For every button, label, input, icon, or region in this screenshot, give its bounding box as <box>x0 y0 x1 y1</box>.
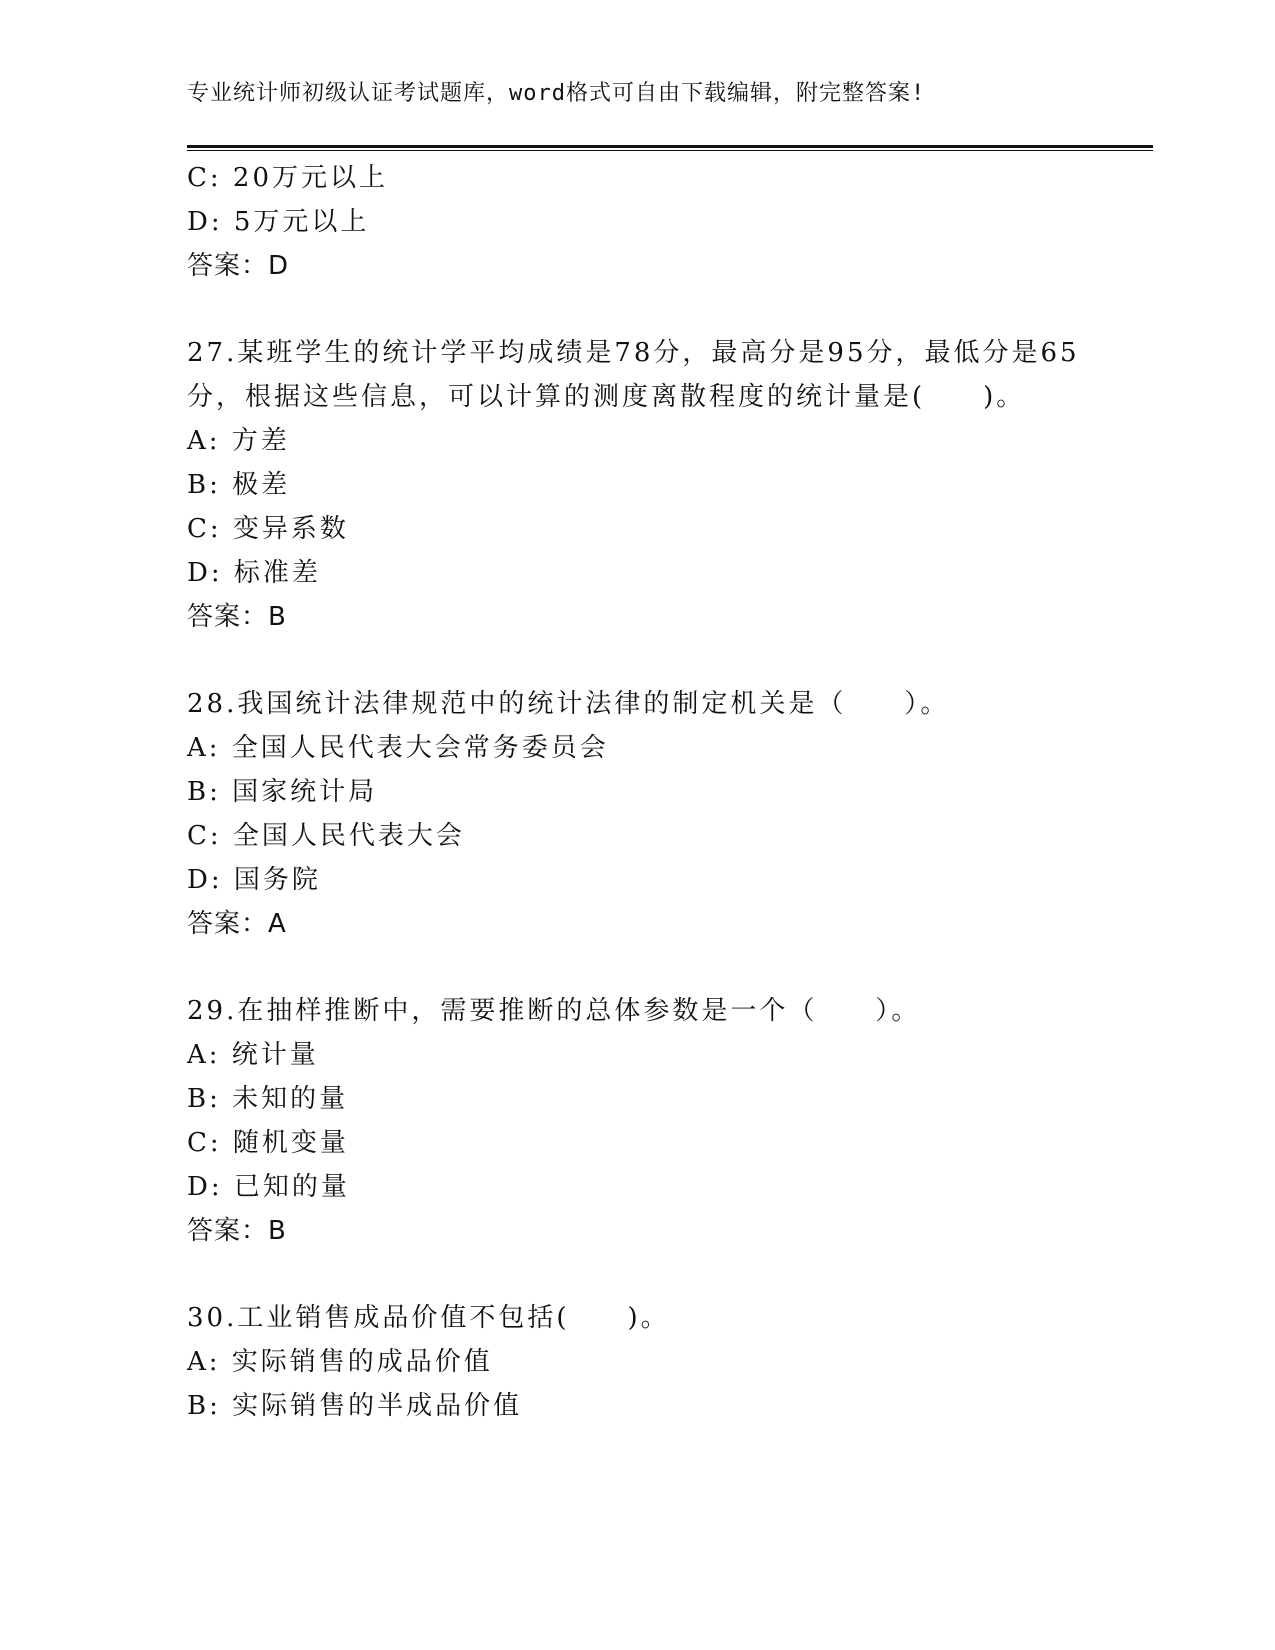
q29-answer: 答案：B <box>187 1216 287 1246</box>
q28-option-d: D: 国务院 <box>187 865 321 895</box>
q27-question-line1: 27.某班学生的统计学平均成绩是78分，最高分是95分，最低分是65 <box>187 338 1080 368</box>
q27-answer: 答案：B <box>187 602 287 632</box>
header-rule-thick <box>187 145 1153 148</box>
q26-option-d: D: 5万元以上 <box>187 207 370 237</box>
header-rule-thin <box>187 150 1153 151</box>
q28-option-b: B: 国家统计局 <box>187 777 378 807</box>
q28-option-c: C: 全国人民代表大会 <box>187 821 465 851</box>
q29-option-d: D: 已知的量 <box>187 1172 350 1202</box>
q26-option-c: C: 20万元以上 <box>187 163 389 193</box>
q28-question: 28.我国统计法律规范中的统计法律的制定机关是（ ）。 <box>187 689 950 719</box>
q29-question: 29.在抽样推断中，需要推断的总体参数是一个（ ）。 <box>187 996 921 1026</box>
q30-question: 30.工业销售成品价值不包括( )。 <box>187 1303 670 1333</box>
page-header: 专业统计师初级认证考试题库，word格式可自由下载编辑，附完整答案! <box>187 81 926 106</box>
q28-answer: 答案：A <box>187 909 287 939</box>
q27-question-line2: 分，根据这些信息，可以计算的测度离散程度的统计量是( )。 <box>187 382 1026 412</box>
q27-option-b: B: 极差 <box>187 470 291 500</box>
q29-option-a: A: 统计量 <box>187 1040 319 1070</box>
q27-option-a: A: 方差 <box>187 426 290 456</box>
q27-option-c: C: 变异系数 <box>187 514 349 544</box>
q29-option-b: B: 未知的量 <box>187 1084 349 1114</box>
q29-option-c: C: 随机变量 <box>187 1128 349 1158</box>
q30-option-a: A: 实际销售的成品价值 <box>187 1347 493 1377</box>
q28-option-a: A: 全国人民代表大会常务委员会 <box>187 733 609 763</box>
q27-option-d: D: 标准差 <box>187 558 321 588</box>
q30-option-b: B: 实际销售的半成品价值 <box>187 1391 523 1421</box>
q26-answer: 答案：D <box>187 251 290 281</box>
